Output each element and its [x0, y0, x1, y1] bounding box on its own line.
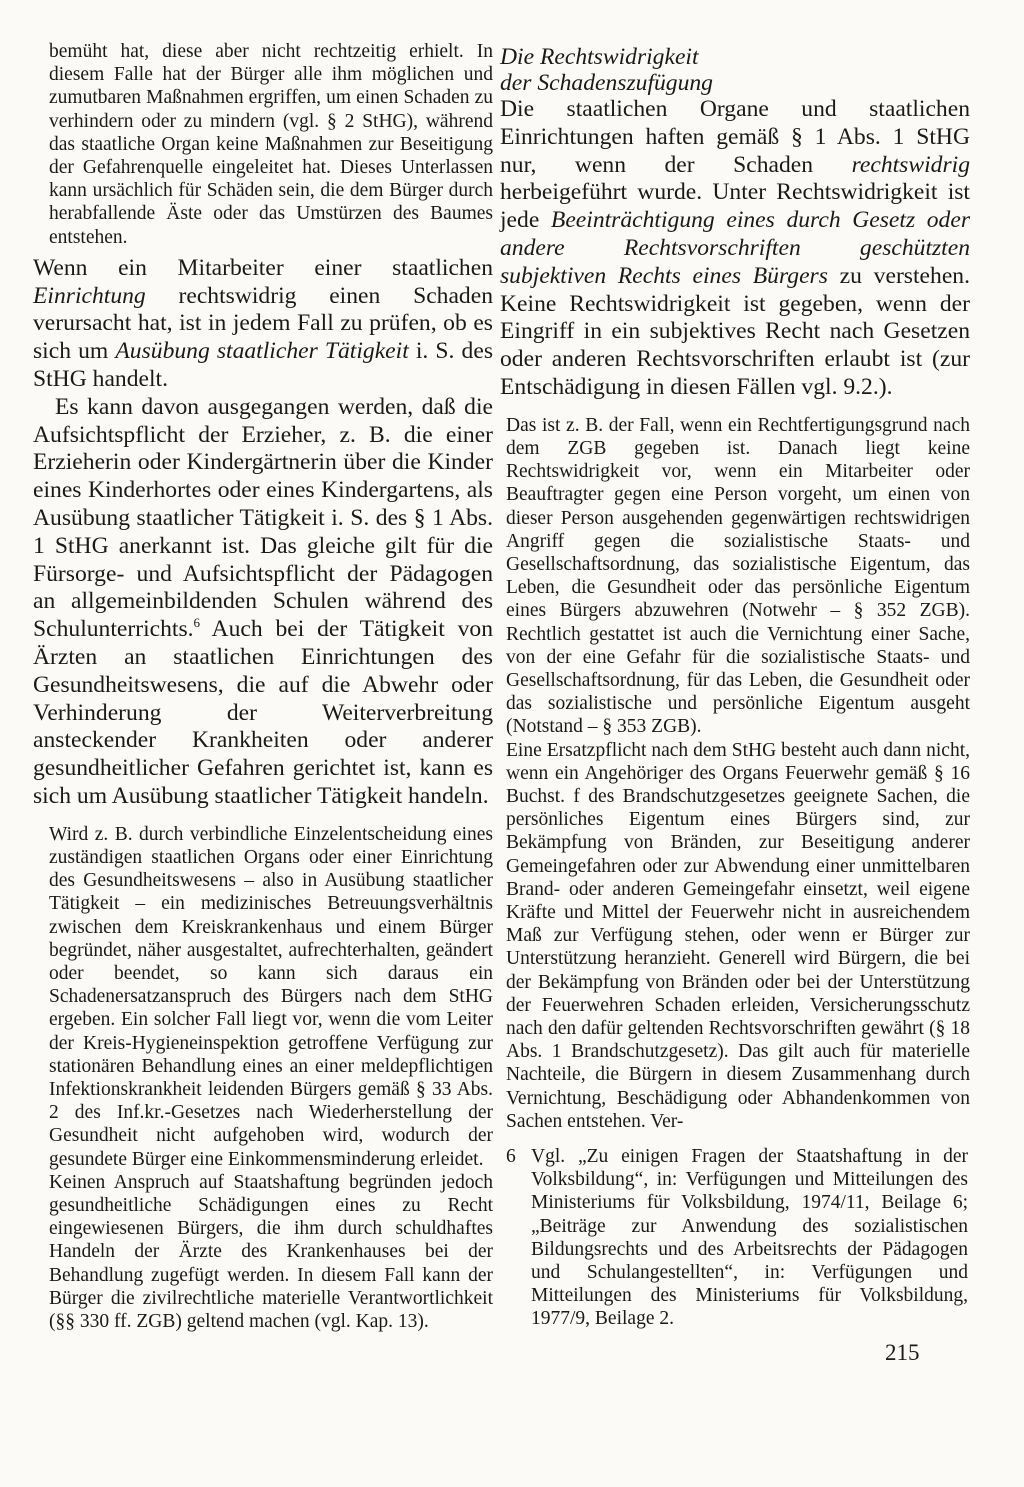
right-paragraph-2: Das ist z. B. der Fall, wenn ein Rechtfertigungsgrund nach dem ZGB gegeben ist. Danach liegt keine Rechtswidrigkeit vor, wenn ein Mitarbeiter oder Beauftragter gegen eine Person vorgeht, um einen von dieser Person ausgehenden gegenwärtigen rechtswidrigen Angriff gegen die sozialistische Staats- und Gesellschaftsordnung, das sozialistische Eigentum, das Leben, die Gesundheit oder das persönliche Eigentum eines Bürgers abzuwehren (Notwehr – § 352 ZGB). Rechtlich gestattet ist auch die Vernichtung einer Sache, von der eine Gefahr für die sozialistische Staats- und Gesellschaftsordnung, für das Leben, die Gesundheit oder das sozialistische und persönliche Eigentum ausgeht (Notstand – § 353 ZGB). — [506, 414, 970, 738]
right-paragraph-3: Eine Ersatzpflicht nach dem StHG besteht auch dann nicht, wenn ein Angehöriger des Organs Feuerwehr gemäß § 16 Buchst. f des Brandschutzgesetzes geeignete Sachen, die persönliches Eigentum eines Bürgers sind, zur Bekämpfung von Bränden, zur Beseitigung anderer Gemeingefahren oder zur Abwendung einer unmittelbaren Brand- oder anderen Gemeingefahr einsetzt, weil eigene Kräfte und Mittel der Feuerwehr nicht in ausreichendem Maß zur Verfügung stehen, oder wenn er Bürger zur Unterstützung heranzieht. Generell wird Bürgern, die bei der Bekämpfung von Bränden oder bei der Unterstützung der Feuerwehren Schaden erleiden, Versicherungsschutz nach den dafür geltenden Rechtsvorschriften gewährt (§ 18 Abs. 1 Brandschutzgesetz). Das gilt auch für materielle Nachteile, die Bürgern in diesem Zusammenhang durch Vernichtung, Beschädigung oder Abhandenkommen von Sachen entstehen. Ver- — [506, 739, 970, 1132]
rp1-text-e: zu verstehen. Keine Rechtswidrigkeit ist gegeben, wenn der Eingriff in ein subjektives Recht nach Gesetzen oder anderen Rechtsvorschriften erlaubt ist (zur Entschädigung in diesen Fällen vgl. 9.2.). — [500, 262, 970, 400]
rp1-text-c: herbeigeführt wurde. Unter Rechtswidrigkeit ist jede — [500, 179, 970, 234]
rp1-italic-d: Beeinträchtigung eines durch Gesetz oder andere Rechtsvorschriften geschützten subjektiven Rechts eines Bürgers — [500, 207, 970, 289]
p3-tail: Auch bei der Tätigkeit von Ärzten an staatlichen Einrichtungen des Gesundheitswesens, die auf die Abwehr oder Verhinderung der Weiterverbreitung ansteckender Krankheiten oder anderer gesundheitlicher Gefahren gerichtet ist, kann es sich um Ausübung staatlicher Tätigkeit handeln. — [33, 616, 493, 809]
p2-text-a: Wenn ein Mitarbeiter einer staatlichen — [33, 254, 493, 281]
p2-text-c: rechtswidrig einen Schaden verursacht hat, ist in jedem Fall zu prüfen, ob es sich um — [33, 282, 493, 365]
page-number: 215 — [885, 1340, 920, 1365]
footnote-ref[interactable]: 6 — [193, 615, 201, 631]
p2-text-e: i. S. des StHG handelt. — [33, 338, 494, 393]
left-paragraph-2 — [33, 255, 493, 394]
p2-italic-d: Ausübung staatlicher Tätigkeit — [115, 338, 409, 365]
left-paragraph-3 — [33, 394, 493, 811]
footnote-number: 6 — [506, 1146, 516, 1167]
left-paragraph-1: bemüht hat, diese aber nicht rechtzeitig erhielt. In diesem Falle hat der Bürger alle ihm möglichen und zumutbaren Maßnahmen ergriffen, um einen Schaden zu verhindern oder zu mindern (vgl. § 2 StHG), während das staatliche Organ keine Maßnahmen zur Beseitigung der Gefahrenquelle eingeleitet hat. Dieses Unterlassen kann ursächlich für Schäden sein, die dem Bürger durch herabfallende Äste oder das Umstürzen des Baumes entstehen. — [49, 41, 493, 248]
left-paragraph-5: Keinen Anspruch auf Staatshaftung begründen jedoch gesundheitliche Schädigungen eines zu Recht eingewiesenen Bürgers, die ihm durch schuldhaftes Handeln der Ärzte des Krankenhauses bei der Behandlung zugefügt werden. In diesem Fall kann der Bürger die zivilrechtliche materielle Verantwortlichkeit (§§ 330 ff. ZGB) geltend machen (vgl. Kap. 13). — [49, 1171, 493, 1333]
rp1-text-a: Die staatlichen Organe und staatlichen Einrichtungen haften gemäß § 1 Abs. 1 StHG nur, wenn der Schaden — [500, 96, 970, 178]
rp1-italic-b: rechtswidrig — [851, 151, 970, 178]
footnote-text: Vgl. „Zu einigen Fragen der Staatshaftung in der Volksbildung“, in: Verfügungen und Mitteilungen des Ministeriums für Volksbildung, 1974/11, Beilage 6; „Beiträge zur Anwendung des sozialistischen Bildungsrechts und des Arbeitsrechts der Pädagogen und Schulangestellten“, in: Verfügungen und Mitteilungen des Ministeriums für Volksbildung, 1977/9, Beilage 2. — [531, 1146, 968, 1330]
right-paragraph-1 — [500, 96, 970, 402]
p3-text: Es kann davon ausgegangen werden, daß die Aufsichtspflicht der Erzieher, z. B. die einer Erzieherin oder Kindergärtnerin über die Kinder eines Kinderhortes oder eines Kindergartens, als Ausübung staatlicher Tätigkeit i. S. des § 1 Abs. 1 StHG anerkannt ist. Das gleiche gilt für die Fürsorge- und Aufsichtspflicht der Pädagogen an allgemeinbildenden Schulen während des Schulunterrichts. — [33, 393, 493, 643]
section-heading — [500, 44, 970, 96]
right-column — [500, 44, 970, 1133]
heading-line-2: der Schadenszufügung — [500, 70, 713, 96]
left-paragraph-4: Wird z. B. durch verbindliche Einzelentscheidung eines zuständigen staatlichen Organs oder einer Einrichtung des Gesundheitswesens – also in Ausübung staatlicher Tätigkeit – ein medizinisches Betreuungsverhältnis zwischen dem Kreiskrankenhaus und einem Bürger begründet, näher ausgestaltet, aufrechterhalten, geändert oder beendet, so kann sich daraus ein Schadenersatzanspruch des Bürgers nach dem StHG ergeben. Ein solcher Fall liegt vor, wenn die vom Leiter der Kreis-Hygieneinspektion getroffene Verfügung zur stationären Behandlung eines an einer meldepflichtigen Infektionskrankheit leidenden Bürgers gemäß § 33 Abs. 2 des Inf.kr.-Gesetzes nach Wiederherstellung der Gesundheit nicht aufgehoben wird, wodurch der gesundete Bürger eine Einkommensminderung erleidet. — [49, 823, 493, 1170]
heading-line-1: Die Rechtswidrigkeit — [500, 44, 699, 70]
left-column — [33, 40, 493, 1333]
p2-italic-b: Einrichtung — [33, 282, 146, 309]
footnote — [506, 1145, 968, 1331]
